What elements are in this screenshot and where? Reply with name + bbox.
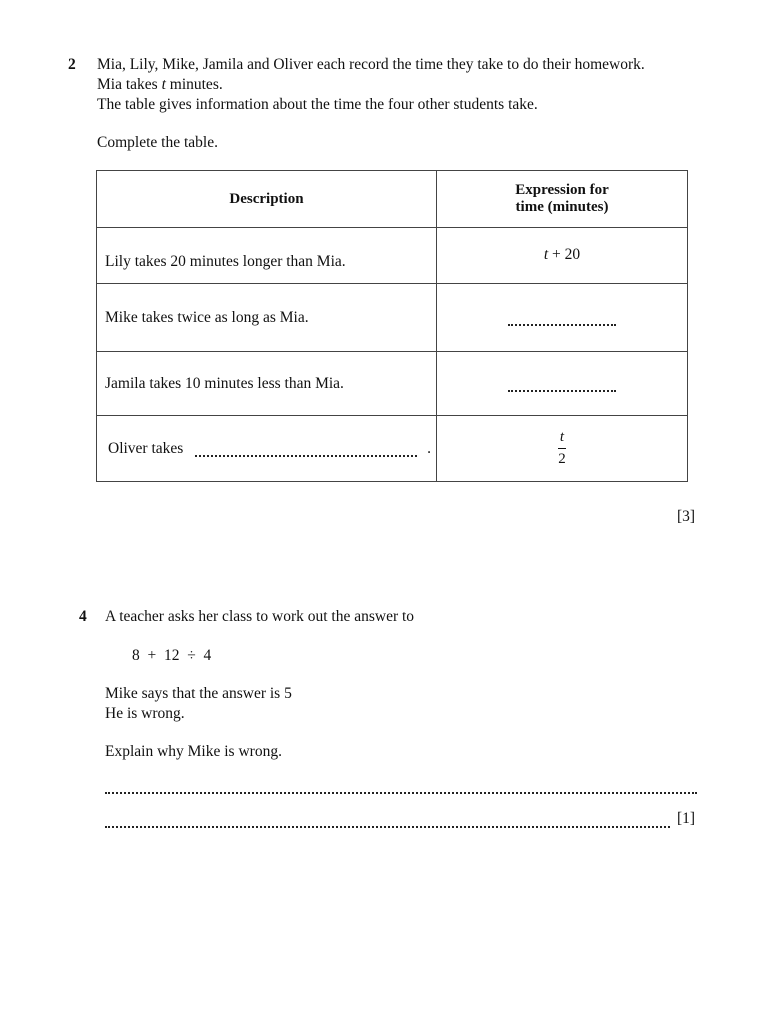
column-header-expression: Expression for time (minutes) xyxy=(437,171,688,228)
answer-blank-cell[interactable] xyxy=(437,284,688,352)
marks-label: [3] xyxy=(677,508,696,525)
math-expression: 8 + 12 ÷ 4 xyxy=(132,647,212,664)
expression-cell: t + 20 xyxy=(437,228,688,284)
table-row xyxy=(97,352,688,416)
question-number: 4 xyxy=(79,608,87,625)
description-cell: Jamila takes 10 minutes less than Mia. xyxy=(97,352,437,416)
answer-line[interactable] xyxy=(105,826,670,828)
description-cell: Mike takes twice as long as Mia. xyxy=(97,284,437,352)
answer-line[interactable] xyxy=(508,324,616,326)
question-text-line: He is wrong. xyxy=(105,705,185,722)
fraction: $\frac{t}{2}$ xyxy=(558,428,566,467)
question-number: 2 xyxy=(68,56,76,73)
table-row xyxy=(97,228,688,284)
table-row xyxy=(97,416,688,482)
answer-line[interactable] xyxy=(105,792,697,794)
column-header-description: Description xyxy=(97,171,437,228)
description-cell: Lily takes 20 minutes longer than Mia. xyxy=(97,228,437,284)
question-text-line: Mike says that the answer is 5 xyxy=(105,685,292,702)
marks-label: [1] xyxy=(677,810,696,827)
answer-blank-cell[interactable] xyxy=(437,352,688,416)
expression-cell xyxy=(437,416,688,482)
answer-line[interactable] xyxy=(508,390,616,392)
question-text-line: The table gives information about the time the four other students take. xyxy=(97,96,538,113)
question-text-line: Mia, Lily, Mike, Jamila and Oliver each record the time they take to do their homework. xyxy=(97,56,645,73)
answer-line[interactable] xyxy=(195,455,417,457)
instruction: Complete the table. xyxy=(97,134,218,151)
question-text-line: Mia takes t minutes. xyxy=(97,76,223,93)
description-cell: Oliver takes . xyxy=(97,416,437,482)
answer-table xyxy=(96,170,688,482)
table-row xyxy=(97,284,688,352)
question-text-line: A teacher asks her class to work out the answer to xyxy=(105,608,415,625)
instruction: Explain why Mike is wrong. xyxy=(105,743,282,760)
variable-t: t xyxy=(161,76,166,93)
